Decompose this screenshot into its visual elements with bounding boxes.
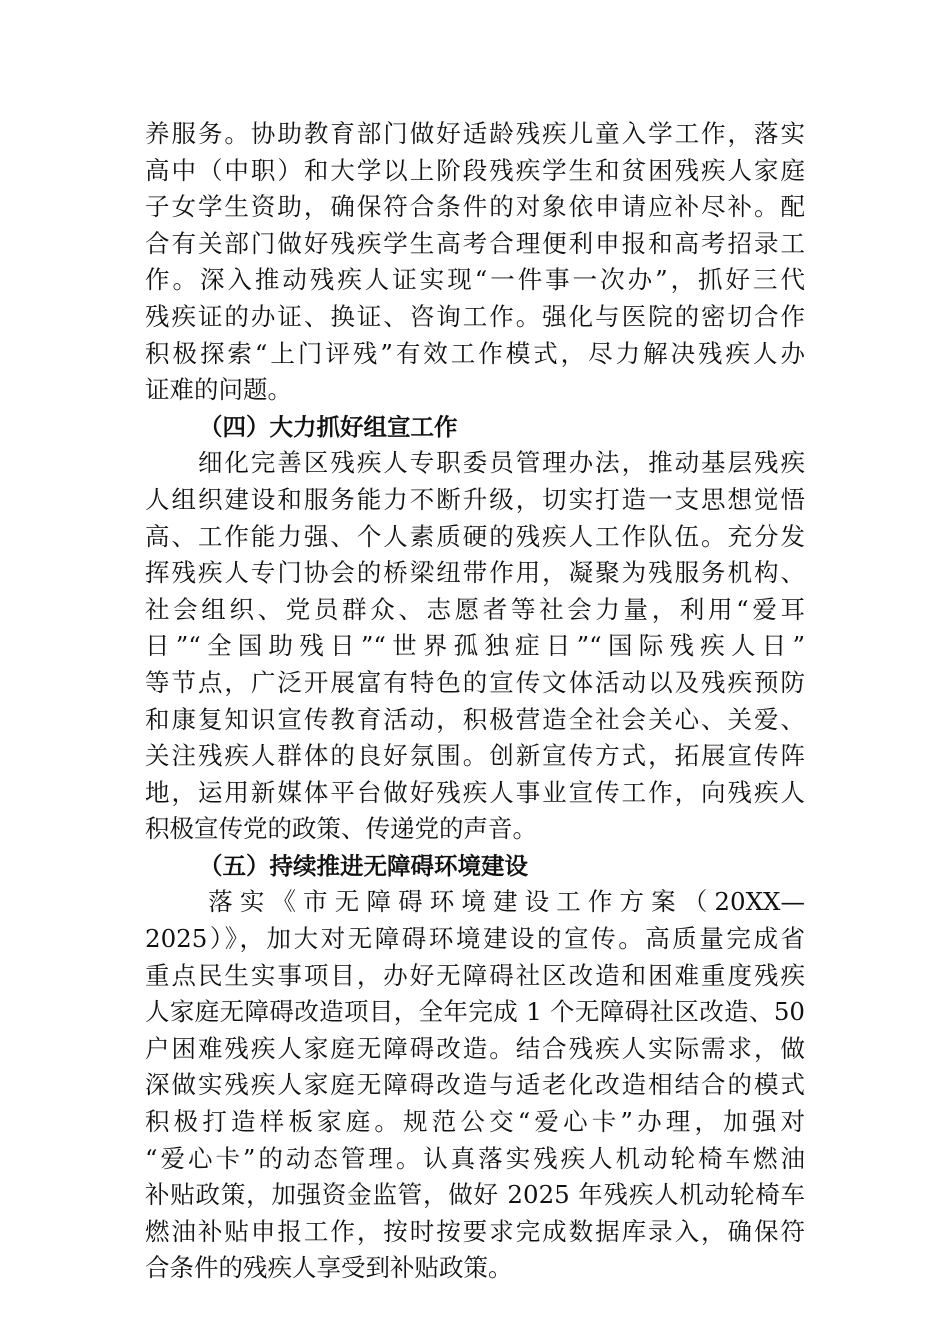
text-line: 残疾证的办证、换证、咨询工作。强化与医院的密切合作	[145, 301, 805, 331]
paragraph-publicity	[145, 445, 805, 848]
text-line: 户困难残疾人家庭无障碍改造。结合残疾人实际需求，做	[145, 1033, 805, 1063]
text-line: 人家庭无障碍改造项目，全年完成 1 个无障碍社区改造、50	[145, 997, 805, 1027]
text-line: 社会组织、党员群众、志愿者等社会力量，利用“爱耳	[145, 594, 805, 624]
text-line: 养服务。协助教育部门做好适龄残疾儿童入学工作，落实	[145, 119, 805, 148]
text-line: 深做实残疾人家庭无障碍改造与适老化改造相结合的模式	[145, 1070, 805, 1100]
text-line: 补贴政策，加强资金监管，做好 2025 年残疾人机动轮椅车	[145, 1180, 805, 1210]
section-heading-4: （四）大力抓好组宣工作	[199, 412, 458, 441]
document-page	[145, 116, 805, 1287]
text-line: 地，运用新媒体平台做好残疾人事业宣传工作，向残疾人	[145, 777, 805, 807]
text-line: 人组织建设和服务能力不断升级，切实打造一支思想觉悟	[145, 484, 805, 514]
text-line: 2025）》，加大对无障碍环境建设的宣传。高质量完成省	[145, 924, 805, 954]
text-line: 重点民生实事项目，办好无障碍社区改造和困难重度残疾	[145, 960, 805, 990]
text-line: 日”“全国助残日”“世界孤独症日”“国际残疾人日”	[145, 631, 805, 661]
paragraph-accessibility	[145, 884, 805, 1287]
text-line: 合条件的残疾人享受到补贴政策。	[145, 1253, 513, 1283]
text-line: 子女学生资助，确保符合条件的对象依申请应补尽补。配	[145, 192, 805, 222]
text-line: 落实《市无障碍环境建设工作方案（20XX—	[145, 887, 805, 917]
text-line: 等节点，广泛开展富有特色的宣传文体活动以及残疾预防	[145, 667, 805, 697]
text-line: 高、工作能力强、个人素质硬的残疾人工作队伍。充分发	[145, 521, 805, 551]
section-heading-5: （五）持续推进无障碍环境建设	[199, 851, 528, 880]
text-line: 证难的问题。	[145, 375, 292, 405]
text-line: 积极探索“上门评残”有效工作模式，尽力解决残疾人办	[145, 338, 805, 368]
paragraph-service	[145, 116, 805, 409]
text-line: 积极打造样板家庭。规范公交“爱心卡”办理，加强对	[145, 1107, 805, 1137]
text-line: 积极宣传党的政策、传递党的声音。	[145, 814, 537, 844]
text-line: 挥残疾人专门协会的桥梁纽带作用，凝聚为残服务机构、	[145, 558, 805, 588]
text-line: 高中（中职）和大学以上阶段残疾学生和贫困残疾人家庭	[145, 155, 805, 185]
text-line: 作。深入推动残疾人证实现“一件事一次办”，抓好三代	[145, 265, 805, 295]
text-line: 合有关部门做好残疾学生高考合理便利申报和高考招录工	[145, 228, 805, 258]
text-line: 关注残疾人群体的良好氛围。创新宣传方式，拓展宣传阵	[145, 741, 805, 771]
text-line: 燃油补贴申报工作，按时按要求完成数据库录入，确保符	[145, 1216, 805, 1246]
text-line: 和康复知识宣传教育活动，积极营造全社会关心、关爱、	[145, 704, 805, 734]
text-line: 细化完善区残疾人专职委员管理办法，推动基层残疾	[145, 448, 805, 478]
text-line: “爱心卡”的动态管理。认真落实残疾人机动轮椅车燃油	[145, 1143, 805, 1173]
